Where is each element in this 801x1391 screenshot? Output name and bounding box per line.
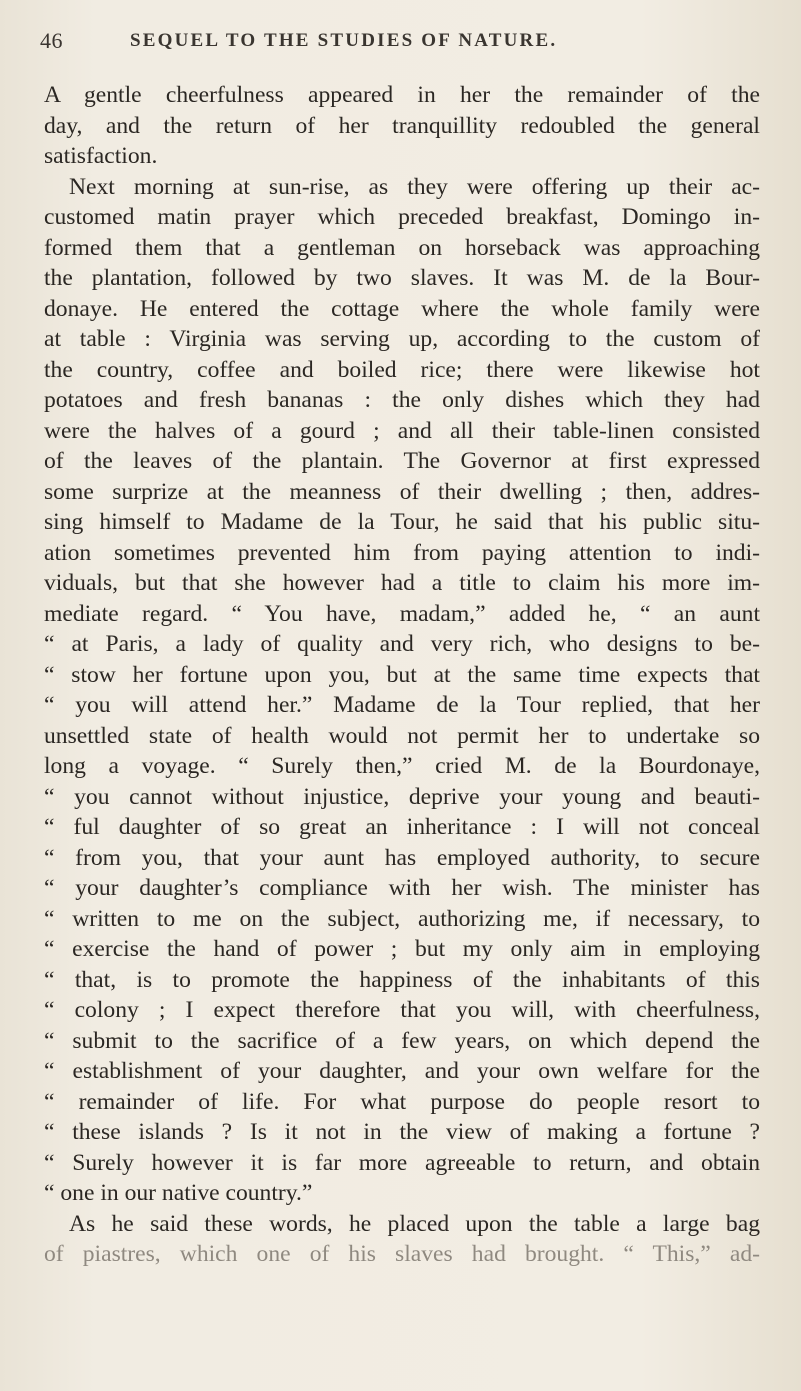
text-line: potatoes and fresh bananas : the only dishes which they had [44, 387, 760, 413]
text-line: “ ful daughter of so great an inheritance : I will not conceal [44, 814, 760, 840]
text-line: the country, coffee and boiled rice; there were likewise hot [44, 356, 760, 383]
text-line: “ remainder of life. For what purpose do people resort to [44, 1088, 760, 1115]
text-line: at table : Virginia was serving up, according to the custom of [44, 326, 760, 352]
page-number: 46 [40, 28, 63, 53]
running-title: SEQUEL TO THE STUDIES OF NATURE. [130, 30, 558, 51]
text-line: satisfaction. [44, 143, 158, 169]
text-line: unsettled state of health would not permit her to undertake so [44, 722, 760, 749]
body-text [44, 80, 760, 1270]
text-line: As he said these words, he placed upon the table a large bag [69, 1210, 760, 1237]
text-line: long a voyage. “ Surely then,” cried M. de la Bourdonaye, [44, 753, 760, 779]
text-line: mediate regard. “ You have, madam,” added he, “ an aunt [44, 600, 760, 627]
text-line: “ one in our native country.” [44, 1180, 313, 1206]
text-line: some surprize at the meanness of their dwelling ; then, addres- [44, 478, 760, 505]
text-line: “ you will attend her.” Madame de la Tour replied, that her [44, 692, 760, 718]
text-line: day, and the return of her tranquillity redoubled the general [44, 112, 760, 139]
text-line: “ these islands ? Is it not in the view of making a fortune ? [44, 1119, 760, 1145]
text-line: of the leaves of the plantain. The Governor at first expressed [44, 448, 760, 474]
text-line: ation sometimes prevented him from paying attention to indi- [44, 539, 760, 566]
text-line: “ Surely however it is far more agreeable to return, and obtain [44, 1149, 760, 1176]
text-line: “ at Paris, a lady of quality and very rich, who designs to be- [44, 631, 760, 657]
text-line: “ submit to the sacrifice of a few years, on which depend the [44, 1027, 760, 1054]
text-line: customed matin prayer which preceded breakfast, Domingo in- [44, 204, 760, 230]
text-line: “ from you, that your aunt has employed authority, to secure [44, 844, 760, 871]
text-line: “ written to me on the subject, authorizing me, if necessary, to [44, 905, 760, 932]
text-line: “ exercise the hand of power ; but my only aim in employing [44, 936, 760, 962]
text-line: donaye. He entered the cottage where the whole family were [44, 295, 760, 322]
text-line: “ colony ; I expect therefore that you will, with cheerfulness, [44, 997, 760, 1023]
text-line: were the halves of a gourd ; and all their table-linen consisted [44, 417, 760, 444]
text-line: “ stow her fortune upon you, but at the same time expects that [44, 661, 760, 688]
text-line: Next morning at sun-rise, as they were offering up their ac- [69, 173, 760, 200]
text-line: of piastres, which one of his slaves had brought. “ This,” ad- [44, 1241, 760, 1267]
text-line: viduals, but that she however had a title to claim his more im- [44, 570, 760, 596]
text-line: “ establishment of your daughter, and your own welfare for the [44, 1058, 760, 1084]
text-line: sing himself to Madame de la Tour, he said that his public situ- [44, 509, 760, 535]
page-header [40, 28, 780, 62]
text-line: “ your daughter’s compliance with her wish. The minister has [44, 875, 760, 901]
text-line: formed them that a gentleman on horseback was approaching [44, 234, 760, 261]
text-line: the plantation, followed by two slaves. It was M. de la Bour- [44, 265, 760, 291]
text-line: “ that, is to promote the happiness of the inhabitants of this [44, 966, 760, 993]
text-line: A gentle cheerfulness appeared in her the remainder of the [44, 82, 760, 108]
text-line: “ you cannot without injustice, deprive your young and beauti- [44, 783, 760, 810]
